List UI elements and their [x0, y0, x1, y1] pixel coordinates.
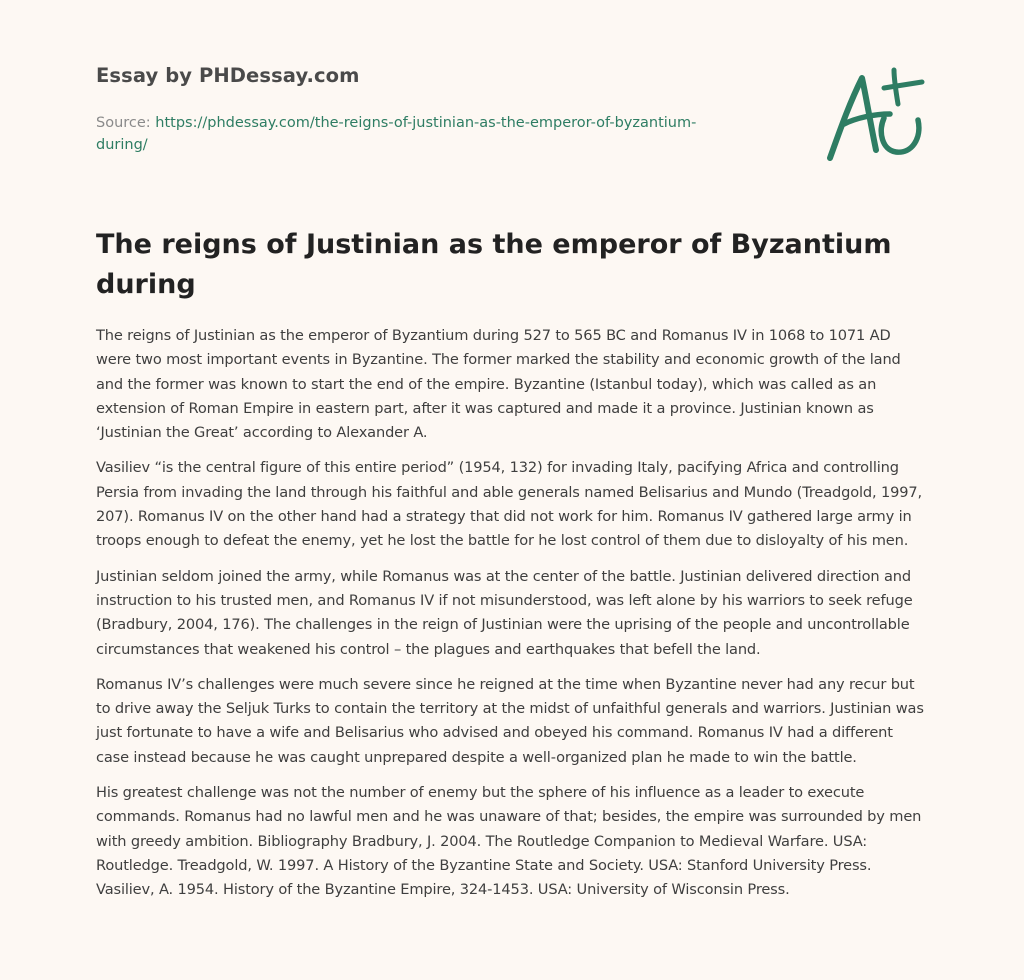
source-label: Source: [96, 115, 156, 131]
a-plus-logo-icon [820, 66, 930, 166]
essay-paragraph: Justinian seldom joined the army, while Romanus was at the center of the battle. Justinian delivered direction and instruction to his trusted men, and Romanus IV if not misunderstood, was left alone by his warriors to seek refuge (Bradbury, 2004, 176). The challenges in the reign of Justinian were the uprising of the people and uncontrollable circumstances that weakened his control – the plagues and earthquakes that befell the land. [96, 567, 913, 658]
essay-title: The reigns of Justinian as the emperor of Byzantium during [96, 229, 892, 300]
essay-paragraph: Vasiliev “is the central figure of this entire period” (1954, 132) for invading Italy, pacifying Africa and controlling Persia from invading the land through his faithful and able generals named Belisarius and Mundo (Treadgold, 1997, 207). Romanus IV on the other hand had a strategy that did not work for him. Romanus IV gathered large army in troops enough to defeat the enemy, yet he lost the battle for he lost control of them due to disloyalty of his men. [96, 459, 923, 550]
essay-paragraph: His greatest challenge was not the number of enemy but the sphere of his influence as a leader to execute commands. Romanus had no lawful men and he was unaware of that; besides, the empire was surrounded by men with greedy ambition. Bibliography Bradbury, J. 2004. The Routledge Companion to Medieval Warfare. USA: Routledge. Treadgold, W. 1997. A History of the Byzantine State and Society. USA: Stanford University Press. Vasiliev, A. 1954. History of the Byzantine Empire, 324-1453. USA: University of Wisconsin Press. [96, 784, 922, 899]
source-line [96, 112, 736, 156]
site-brand: Essay by PHDessay.com [96, 64, 360, 87]
essay-body [96, 324, 926, 914]
essay-paragraph: The reigns of Justinian as the emperor of Byzantium during 527 to 565 BC and Romanus IV in 1068 to 1071 AD were two most important events in Byzantine. The former marked the stability and economic growth of the land and the former was known to start the end of the empire. Byzantine (Istanbul today), which was called as an extension of Roman Empire in eastern part, after it was captured and made it a province. Justinian known as ‘Justinian the Great’ according to Alexander A. [96, 327, 901, 442]
essay-paragraph: Romanus IV’s challenges were much severe since he reigned at the time when Byzantine never had any recur but to drive away the Seljuk Turks to contain the territory at the midst of unfaithful generals and warriors. Justinian was just fortunate to have a wife and Belisarius who advised and obeyed his command. Romanus IV had a different case instead because he was caught unprepared despite a well-organized plan he made to win the battle. [96, 675, 924, 766]
a-plus-logo [820, 66, 930, 166]
source-link[interactable]: https://phdessay.com/the-reigns-of-justinian-as-the-emperor-of-byzantium-during/ [96, 115, 697, 153]
